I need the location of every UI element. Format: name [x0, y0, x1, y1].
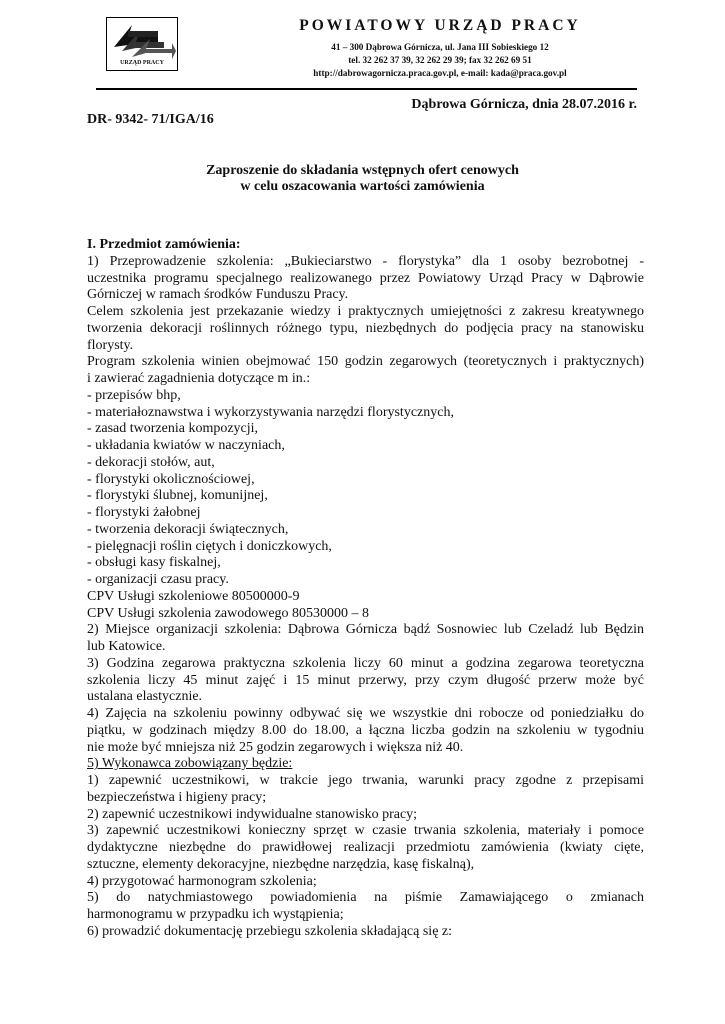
- text-line: 3) zapewnić uczestnikowi konieczny sprzęt w czasie trwania szkolenia, materiały i pomoce: [87, 823, 644, 839]
- text-line: harmonogramu w przypadku ich wystąpienia;: [87, 907, 344, 922]
- list-item: - zasad tworzenia kompozycji,: [87, 421, 259, 437]
- org-address: 41 – 300 Dąbrowa Górnicza, ul. Jana III Sobieskiego 12: [331, 42, 549, 52]
- list-item: - florystyki okolicznościowej,: [87, 471, 255, 487]
- text-line: Górniczej w ramach środków Funduszu Pracy.: [87, 287, 349, 303]
- obligations-heading: 5) Wykonawca zobowiązany będzie:: [87, 756, 293, 772]
- title-line-1: Zaproszenie do składania wstępnych ofert cenowych: [206, 163, 519, 178]
- org-contact: http://dabrowagornicza.praca.gov.pl, e-mail: kada@praca.gov.pl: [313, 68, 567, 78]
- text-line: bezpieczeństwa i higieny pracy;: [87, 789, 267, 805]
- text-line: 2) zapewnić uczestnikowi indywidualne stanowisko pracy;: [87, 806, 418, 822]
- document-title: [87, 163, 638, 195]
- list-item: - florystyki ślubnej, komunijnej,: [87, 488, 268, 504]
- org-phones: tel. 32 262 37 39, 32 262 29 39; fax 32 262 69 51: [348, 55, 532, 65]
- list-item: - dekoracji stołów, aut,: [87, 454, 215, 470]
- text-line: 1) Przeprowadzenie szkolenia: „Bukieciarstwo - florystyka” dla 1 osoby bezrobotnej -: [87, 253, 644, 269]
- list-item: - obsługi kasy fiskalnej,: [87, 555, 221, 571]
- text-line: florysty.: [87, 337, 134, 353]
- list-item: - pielęgnacji roślin ciętych i doniczkowych,: [87, 538, 332, 554]
- text-line: piątku, w godzinach między 8.00 do 18.00, a łączna liczba godzin na szkoleniu w tygodniu: [87, 722, 644, 738]
- text-line: Program szkolenia winien obejmować 150 godzin zegarowych (teoretycznych i praktycznych): [87, 354, 644, 370]
- text-line: dydaktyczne niezbędne do prawidłowej realizacji przedmiotu zamówienia (kwiaty cięte,: [87, 840, 644, 855]
- text-line: tworzenia dekoracji roślinnych różnego typu, niezbędnych do podjęcia pracy na stanowisku: [87, 320, 644, 336]
- text-line: 5) do natychmiastowego powiadomienia na piśmie Zamawiającego o zmianach: [87, 890, 644, 906]
- text-line: 1) zapewnić uczestnikowi, w trakcie jego trwania, warunki pracy zgodne z przepisami: [87, 773, 644, 788]
- text-line: lub Katowice.: [87, 639, 166, 654]
- text-line: 4) Zajęcia na szkoleniu powinny odbywać się we wszystkie dni robocze od poniedziałku do: [87, 706, 644, 721]
- text-line: ustalana elastycznie.: [87, 689, 203, 705]
- list-item: - materiałoznawstwa i wykorzystywania narzędzi florystycznych,: [87, 404, 454, 420]
- header-divider: [96, 88, 637, 90]
- logo-caption: URZĄD PRACY: [120, 60, 164, 66]
- text-line: sztuczne, elementy dekoracyjne, niezbędne narzędzia, kasę fiskalną),: [87, 856, 475, 872]
- text-line: i zawierać zagadnienia dotyczące m in.:: [87, 371, 311, 386]
- text-line: nie może być mniejsza niż 25 godzin zegarowych i większa niż 40.: [87, 739, 464, 755]
- text-line: 4) przygotować harmonogram szkolenia;: [87, 873, 317, 889]
- list-item: - florystyki żałobnej: [87, 505, 201, 520]
- cpv-code: CPV Usługi szkolenia zawodowego 80530000 – 8: [87, 605, 370, 621]
- place-date: Dąbrowa Górnicza, dnia 28.07.2016 r.: [411, 97, 637, 112]
- title-line-2: w celu oszacowania wartości zamówienia: [240, 179, 485, 194]
- section-heading: I. Przedmiot zamówienia:: [87, 237, 241, 252]
- text-line: Celem szkolenia jest przekazanie wiedzy i praktycznych umiejętności z zakresu kreatywnego: [87, 304, 644, 319]
- text-line: 3) Godzina zegarowa praktyczna szkolenia liczy 60 minut a godzina zegarowa teoretyczna: [87, 655, 644, 671]
- cpv-code: CPV Usługi szkoleniowe 80500000-9: [87, 588, 300, 604]
- list-item: - organizacji czasu pracy.: [87, 572, 229, 587]
- text-line: 2) Miejsce organizacji szkolenia: Dąbrowa Górnicza bądź Sosnowiec lub Czeladź lub Będzin: [87, 622, 644, 638]
- org-name: POWIATOWY URZĄD PRACY: [299, 17, 581, 34]
- text-line: 6) prowadzić dokumentację przebiegu szkolenia składającą się z:: [87, 923, 453, 939]
- reference-number: DR- 9342- 71/IGA/16: [87, 112, 214, 127]
- list-item: - tworzenia dekoracji świątecznych,: [87, 521, 289, 537]
- text-line: uczestnika programu specjalnego realizowanego przez Powiatowy Urząd Pracy w Dąbrowie: [87, 270, 644, 286]
- list-item: - przepisów bhp,: [87, 387, 181, 403]
- document-body: [87, 237, 644, 941]
- list-item: - układania kwiatów w naczyniach,: [87, 438, 285, 453]
- text-line: szkolenia liczy 45 minut zajęć i 15 minut przerwy, przy czym długość przerw może być: [87, 672, 644, 688]
